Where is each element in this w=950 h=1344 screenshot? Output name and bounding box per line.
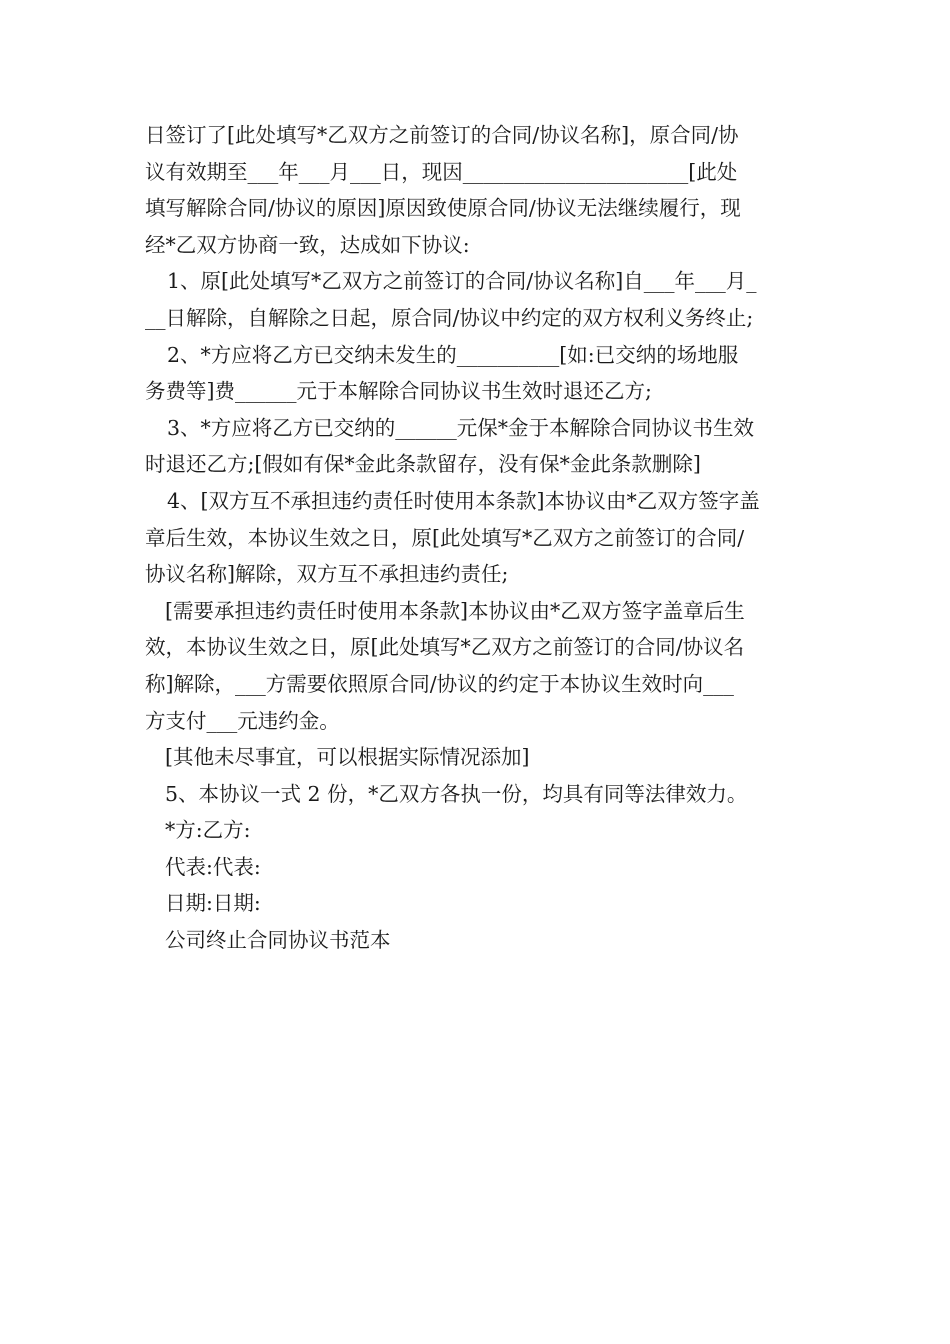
paragraph-line: 经*乙双方协商一致，达成如下协议:: [145, 232, 470, 257]
other-matters-line: [其他未尽事宜，可以根据实际情况添加]: [165, 745, 530, 770]
document-body: [145, 117, 815, 959]
clause-1-line: 1、原[此处填写*乙双方之前签订的合同/协议名称]自___年___月_: [167, 269, 757, 294]
clause-5-line: 5、本协议一式 2 份，*乙双方各执一份，均具有同等法律效力。: [165, 781, 748, 806]
clause-4-alt-line: [需要承担违约责任时使用本条款]本协议由*乙双方签字盖章后生: [165, 598, 745, 623]
representative-line: 代表:代表:: [165, 854, 261, 879]
document-heading: 公司终止合同协议书范本: [165, 928, 391, 953]
clause-3-line: 3、*方应将乙方已交纳的______元保*金于本解除合同协议书生效: [167, 415, 755, 440]
paragraph-line: 填写解除合同/协议的原因]原因致使原合同/协议无法继续履行，现: [145, 196, 741, 221]
clause-4-line: 章后生效，本协议生效之日，原[此处填写*乙双方之前签订的合同/: [145, 525, 745, 550]
date-line: 日期:日期:: [165, 891, 261, 916]
paragraph-line: 议有效期至___年___月___日，现因______________________[此处: [145, 159, 738, 184]
clause-1-line: __日解除，自解除之日起，原合同/协议中约定的双方权利义务终止;: [145, 305, 754, 330]
paragraph-line: 日签订了[此处填写*乙双方之前签订的合同/协议名称]，原合同/协: [145, 123, 739, 147]
party-line: *方:乙方:: [165, 818, 251, 843]
clause-4-line: 协议名称]解除，双方互不承担违约责任;: [145, 562, 509, 587]
clause-4-alt-line: 效，本协议生效之日，原[此处填写*乙双方之前签订的合同/协议名: [145, 635, 745, 660]
clause-3-line: 时退还乙方;[假如有保*金此条款留存，没有保*金此条款删除]: [145, 452, 701, 477]
clause-2-line: 务费等]费______元于本解除合同协议书生效时退还乙方;: [145, 379, 652, 404]
clause-4-alt-line: 称]解除，___方需要依照原合同/协议的约定于本协议生效时向___: [145, 671, 734, 696]
clause-2-line: 2、*方应将乙方已交纳未发生的__________[如:已交纳的场地服: [167, 342, 739, 367]
clause-4-line: 4、[双方互不承担违约责任时使用本条款]本协议由*乙双方签字盖: [167, 488, 760, 513]
clause-4-alt-line: 方支付___元违约金。: [145, 708, 340, 733]
